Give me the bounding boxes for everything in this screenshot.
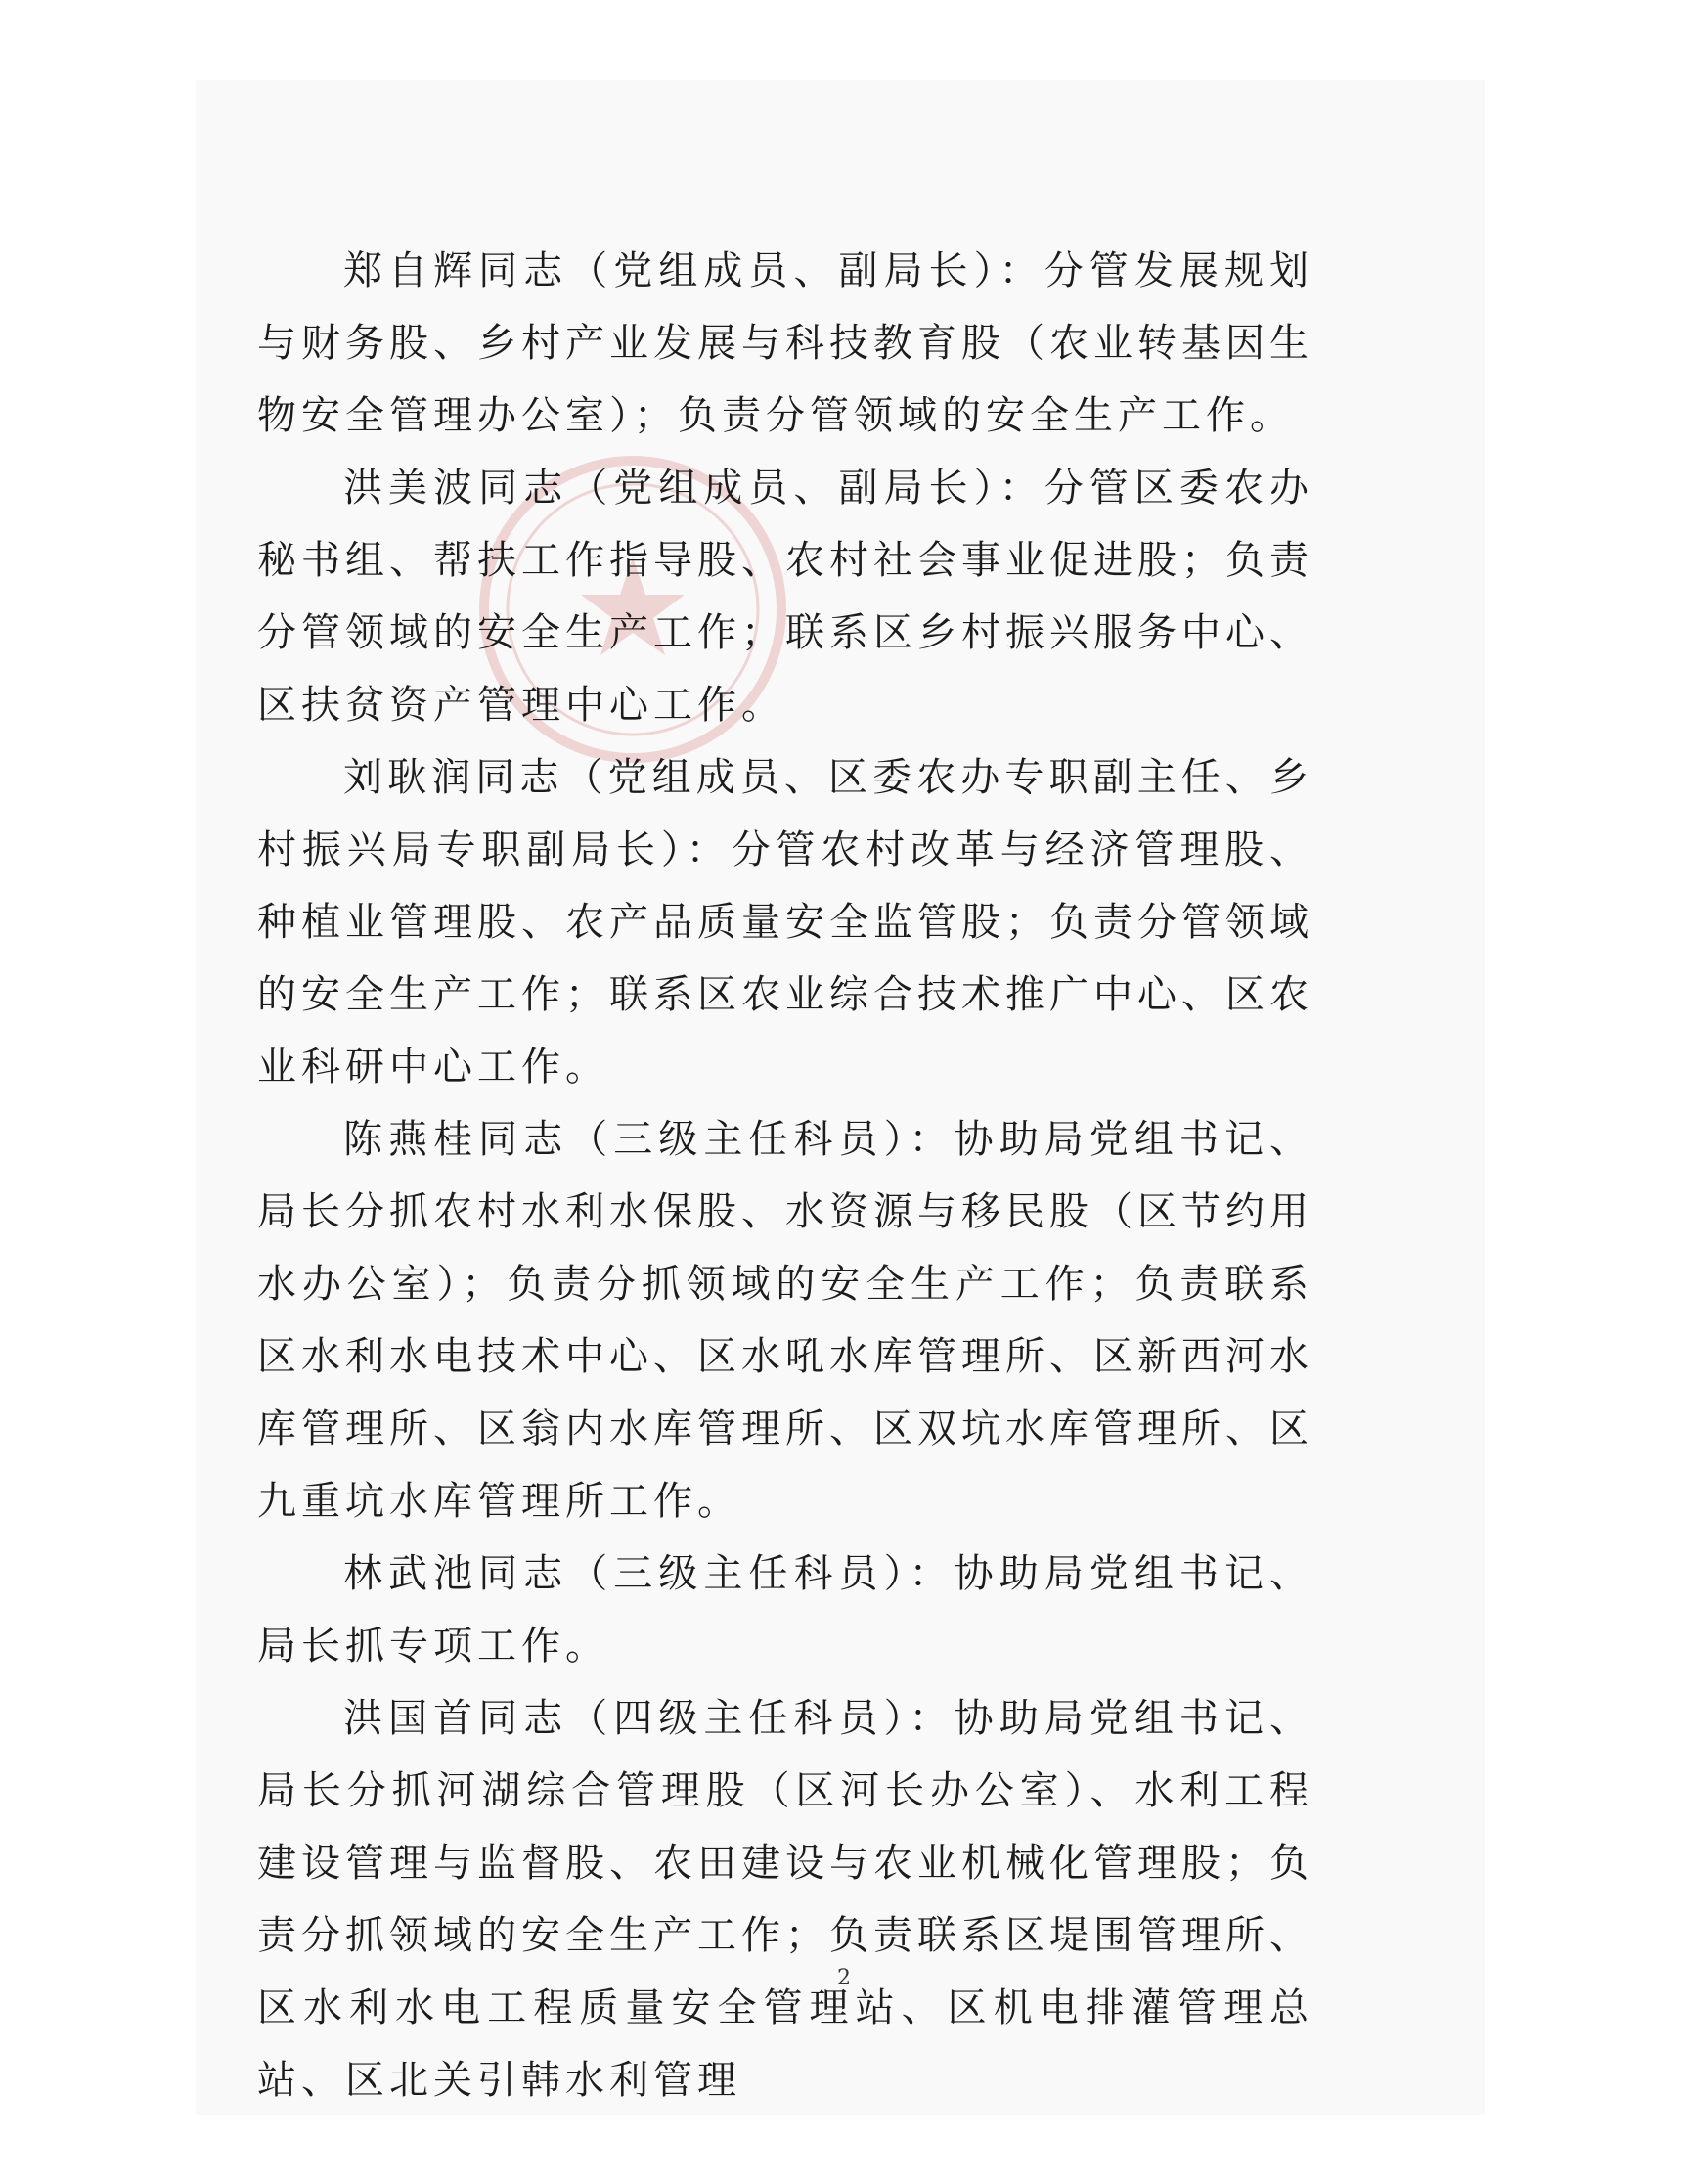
paragraph-chen-yangui: 陈燕桂同志（三级主任科员）：协助局党组书记、局长分抓农村水利水保股、水资源与移民股（区节约用水办公室）；负责分抓领域的安全生产工作；负责联系区水利水电技术中心、区水吼水库管理所、区新西河水库管理所、区翁内水库管理所、区双坑水库管理所、区九重坑水库管理所工作。 <box>257 1117 1313 1524</box>
page-number: 2 <box>837 1966 851 1990</box>
body-text <box>257 235 1313 2117</box>
paragraph-hong-guoshou: 洪国首同志（四级主任科员）：协助局党组书记、局长分抓河湖综合管理股（区河长办公室）、水利工程建设管理与监督股、农田建设与农业机械化管理股；负责分抓领域的安全生产工作；负责联系区堤围管理所、区水利水电工程质量安全管理站、区机电排灌管理总站、区北关引韩水利管理 <box>257 1696 1313 2103</box>
paragraph-liu-gengrun: 刘耿润同志（党组成员、区委农办专职副主任、乡村振兴局专职副局长）：分管农村改革与经济管理股、种植业管理股、农产品质量安全监管股；负责分管领域的安全生产工作；联系区农业综合技术推广中心、区农业科研中心工作。 <box>257 755 1313 1090</box>
paragraph-hong-meibo: 洪美波同志（党组成员、副局长）：分管区委农办秘书组、帮扶工作指导股、农村社会事业促进股；负责分管领域的安全生产工作；联系区乡村振兴服务中心、区扶贫资产管理中心工作。 <box>257 466 1313 728</box>
paragraph-zheng-zihui: 郑自辉同志（党组成员、副局长）：分管发展规划与财务股、乡村产业发展与科技教育股（农业转基因生物安全管理办公室）；负责分管领域的安全生产工作。 <box>257 248 1313 438</box>
paragraph-lin-wuchi: 林武池同志（三级主任科员）：协助局党组书记、局长抓专项工作。 <box>257 1551 1313 1669</box>
